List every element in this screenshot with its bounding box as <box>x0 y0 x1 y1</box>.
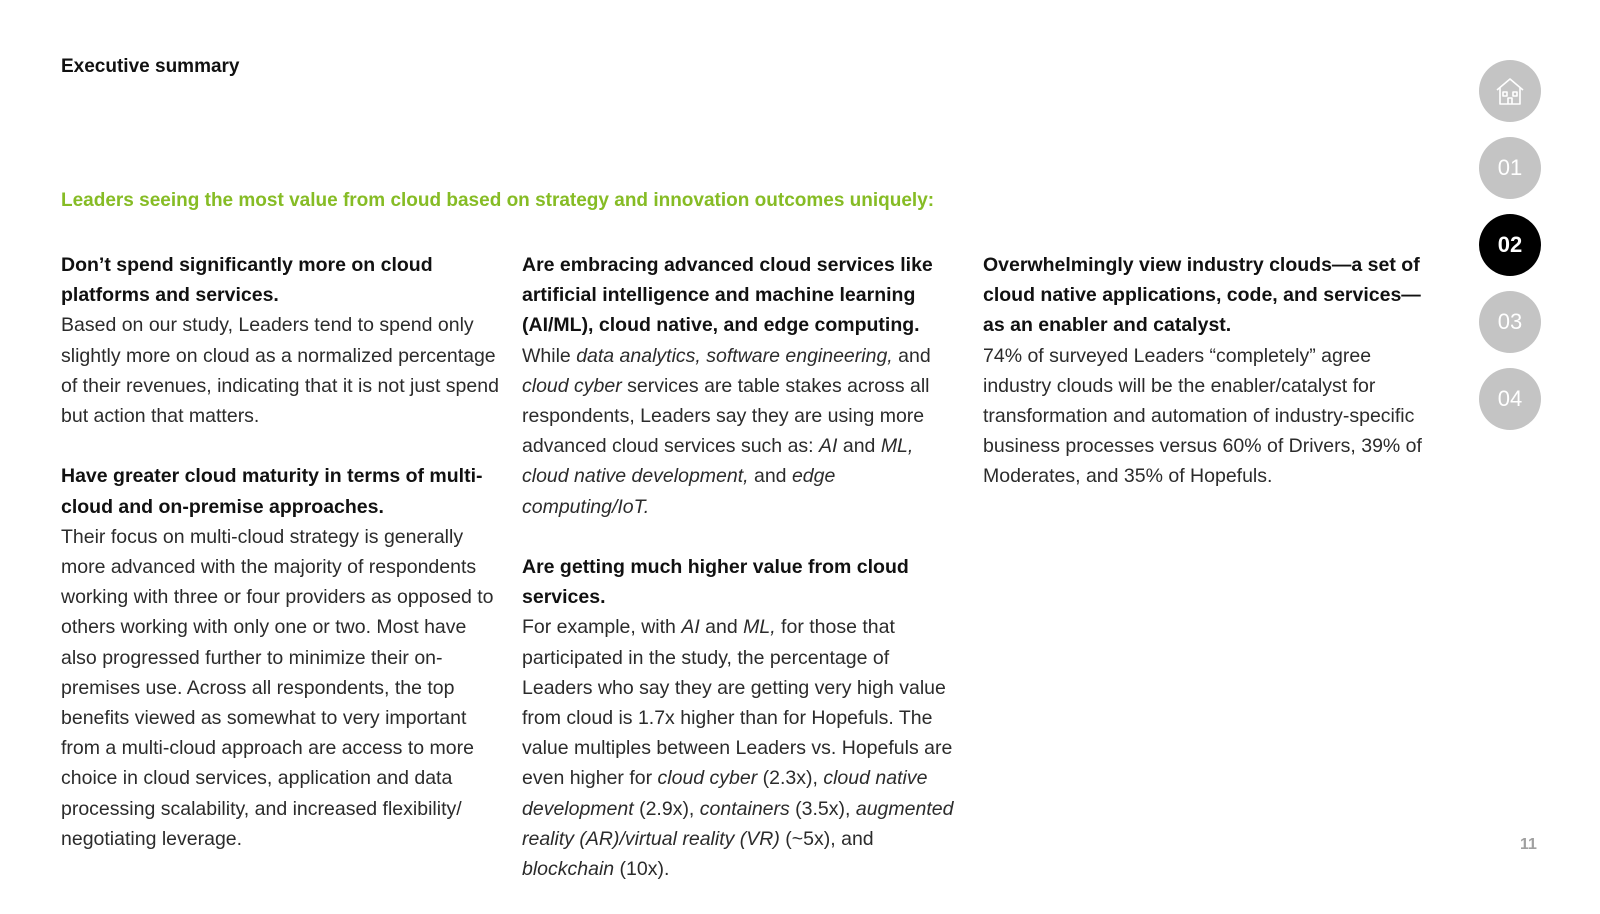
emphasis-text: edge computing/IoT. <box>522 465 836 518</box>
nav-section-03-button[interactable]: 03 <box>1479 291 1541 353</box>
finding-block <box>983 250 1423 492</box>
finding-heading: Are getting much higher value from cloud services. <box>522 556 909 609</box>
finding-block <box>522 250 962 522</box>
finding-heading: Are embracing advanced cloud services like artificial intelligence and machine learning (AI/ML), cloud native, and edge computing. <box>522 254 933 337</box>
emphasis-text: data analytics, software engineering, <box>576 344 893 367</box>
finding-block <box>61 250 501 431</box>
emphasis-text: augmented reality (AR)/virtual reality (VR) <box>522 797 954 850</box>
nav-section-01-button[interactable]: 01 <box>1479 137 1541 199</box>
emphasis-text: cloud cyber <box>522 374 622 397</box>
finding-heading: Overwhelmingly view industry clouds—a set of cloud native applications, code, and services—as an enabler and catalyst. <box>983 254 1421 337</box>
finding-block <box>61 461 501 854</box>
finding-heading: Don’t spend significantly more on cloud platforms and services. <box>61 254 433 307</box>
column-1 <box>61 250 501 884</box>
home-icon <box>1493 74 1527 108</box>
nav-section-02-button[interactable]: 02 <box>1479 214 1541 276</box>
finding-body: For example, with AI and ML, for those that participated in the study, the percentage of Leaders who say they are getting very high value from cloud is 1.7x higher than for Hopefuls. The value multiples between Leaders vs. Hopefuls are even higher for cloud cyber (2.3x), cloud native development (2.9x), containers (3.5x), augmented reality (AR)/virtual reality (VR) (~5x), and blockchain (10x). <box>522 616 954 881</box>
page-title: Executive summary <box>61 56 240 77</box>
finding-body: Their focus on multi-cloud strategy is generally more advanced with the majority of respondents working with three or four providers as opposed to others working with only one or two. Most have also progressed further to minimize their on-premises use. Across all respondents, the top benefits viewed as somewhat to very important from a multi-cloud approach are access to more choice in cloud services, application and data processing scalability, and increased flexibility/ negotiating leverage. <box>61 525 494 850</box>
emphasis-text: AI <box>819 435 838 458</box>
finding-heading: Have greater cloud maturity in terms of multi-cloud and on-premise approaches. <box>61 465 483 518</box>
finding-body: While data analytics, software engineering, and cloud cyber services are table stakes across all respondents, Leaders say they are using more advanced cloud services such as: AI and ML, cloud native development, and edge computing/IoT. <box>522 344 931 518</box>
section-subheading: Leaders seeing the most value from cloud based on strategy and innovation outcomes uniquely: <box>61 190 935 211</box>
finding-body: 74% of surveyed Leaders “completely” agree industry clouds will be the enabler/catalyst for transformation and automation of industry-specific business processes versus 60% of Drivers, 39% of Moderates, and 35% of Hopefuls. <box>983 344 1422 488</box>
section-nav <box>1479 60 1541 445</box>
nav-home-button[interactable] <box>1479 60 1541 122</box>
column-3 <box>983 250 1423 522</box>
finding-block <box>522 552 962 884</box>
nav-section-04-button[interactable]: 04 <box>1479 368 1541 430</box>
finding-body: Based on our study, Leaders tend to spend only slightly more on cloud as a normalized percentage of their revenues, indicating that it is not just spend but action that matters. <box>61 314 499 428</box>
column-2 <box>522 250 962 914</box>
emphasis-text: AI <box>681 616 700 639</box>
emphasis-text: containers <box>699 797 790 820</box>
emphasis-text: cloud cyber <box>657 767 758 790</box>
emphasis-text: ML, <box>743 616 776 639</box>
page-number: 11 <box>1520 836 1537 853</box>
emphasis-text: ML, cloud native development, <box>522 435 914 488</box>
emphasis-text: cloud native development <box>522 767 928 820</box>
emphasis-text: blockchain <box>522 858 615 881</box>
